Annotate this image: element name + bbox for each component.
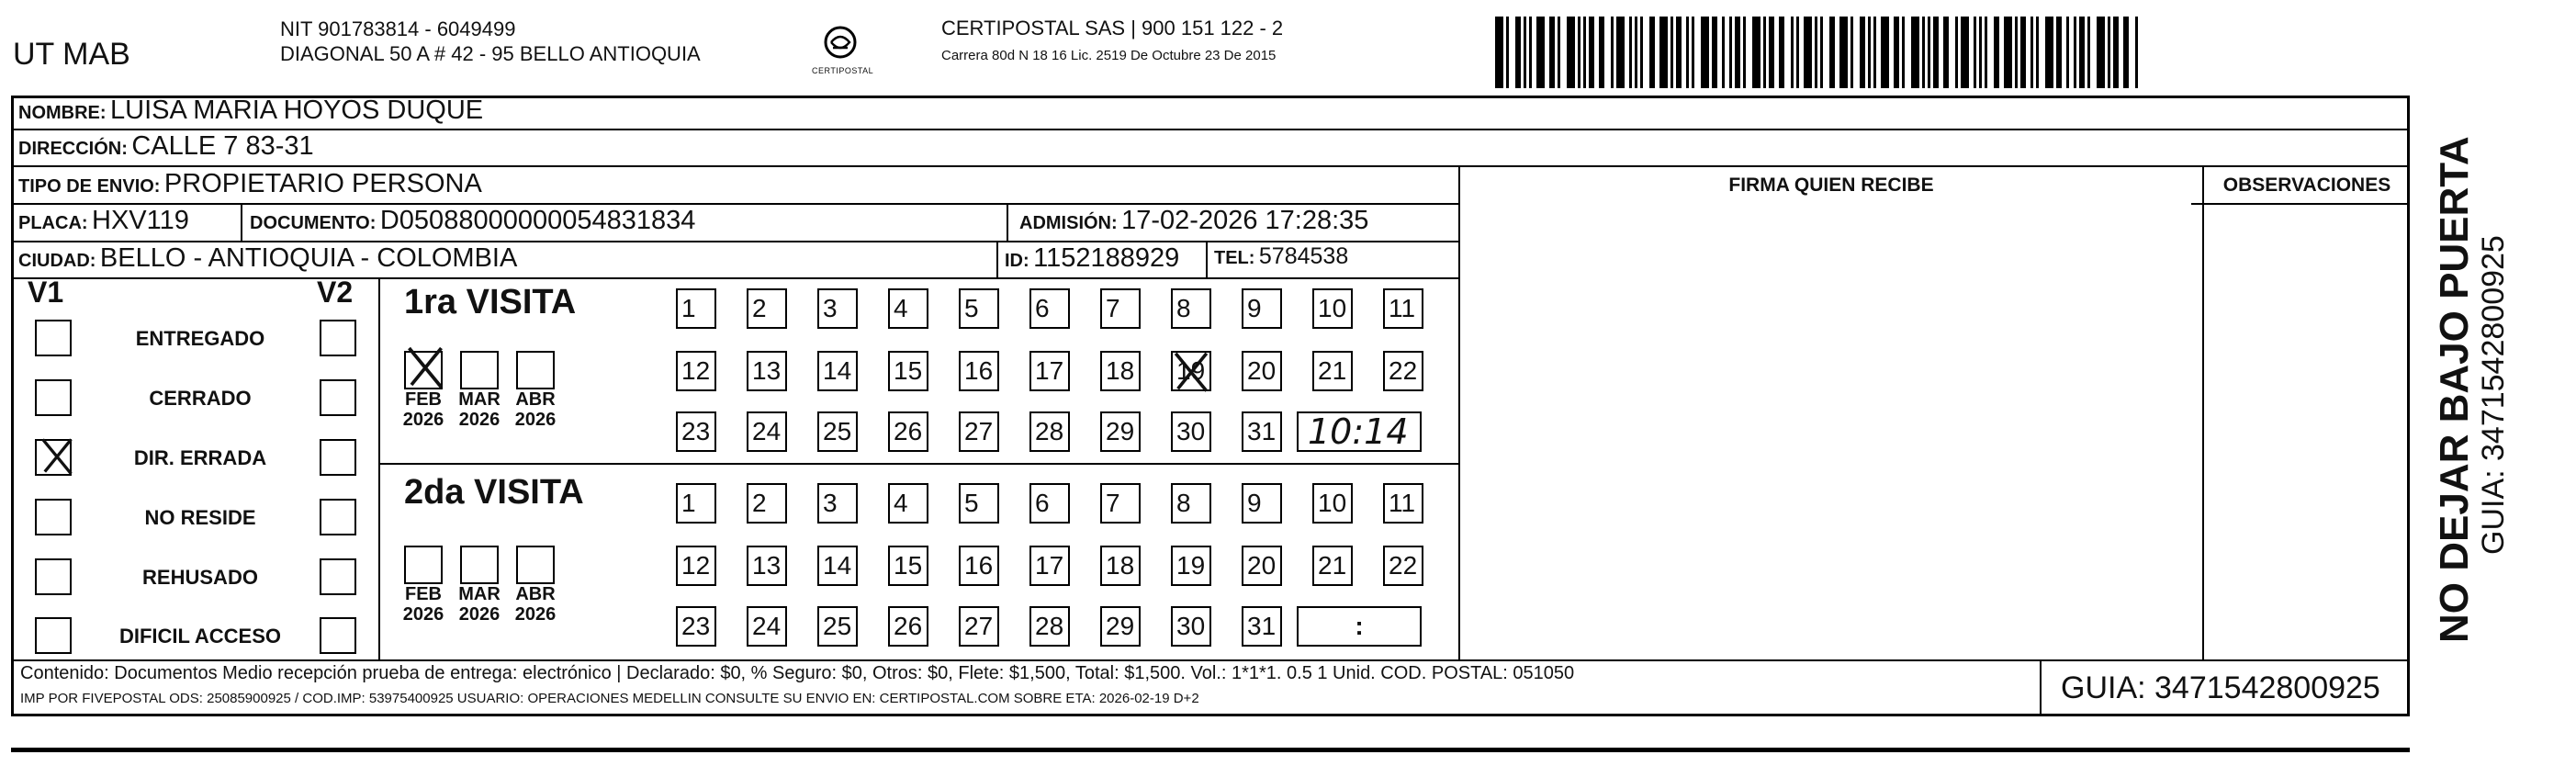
v2-checkbox[interactable] [320,617,356,654]
v1-checkbox[interactable] [35,499,72,535]
visit1-day-box[interactable]: 28 [1029,411,1070,452]
visit1-day-box[interactable]: 25 [817,411,858,452]
visit1-time-box[interactable] [1297,411,1422,452]
visit1-month-checkbox[interactable] [516,351,555,389]
visit2-time: : [1355,612,1364,640]
signature-area[interactable] [1462,204,2200,658]
status-label: ENTREGADO [135,327,265,350]
visit1-day-box[interactable]: 17 [1029,351,1070,391]
nombre-label: NOMBRE: [18,103,107,123]
visit2-day-box[interactable]: 5 [959,483,999,524]
visit2-day-box[interactable]: 19 [1171,546,1211,586]
direccion-label: DIRECCIÓN: [18,139,128,159]
visit2-day-box[interactable]: 21 [1312,546,1353,586]
v1-heading: V1 [28,276,64,309]
id-value: 1152188929 [1033,243,1180,273]
visit1-day-box[interactable]: 20 [1242,351,1282,391]
visit1-day-box[interactable]: 19 [1171,351,1211,391]
tipo-value: PROPIETARIO PERSONA [163,169,482,198]
visit1-day-box[interactable]: 9 [1242,288,1282,329]
side-guia: GUIA: 3471542800925 [2476,235,2511,555]
direccion-field [18,131,314,162]
visit2-month-label: FEB 2026 [402,584,444,625]
v2-checkbox[interactable] [320,499,356,535]
visit1-day-box[interactable]: 24 [747,411,787,452]
v2-checkbox[interactable] [320,439,356,476]
ciudad-label: CIUDAD: [18,251,96,271]
nombre-field [18,96,483,126]
visit2-month-label: ABR 2026 [514,584,557,625]
id-label: ID: [1005,251,1029,271]
placa-label: PLACA: [18,213,88,233]
side-warning: NO DEJAR BAJO PUERTA [2432,136,2477,643]
visit2-day-box[interactable]: 9 [1242,483,1282,524]
visit2-day-box[interactable]: 31 [1242,606,1282,647]
visit1-day-box[interactable]: 12 [676,351,716,391]
admision-value: 17-02-2026 17:28:35 [1121,206,1369,235]
footer-content: Contenido: Documentos Medio recepción prueba de entrega: electrónico | Declarado: $0, % Seguro: $0, Otros: $0, Flete: $1,500, Total: $1,500. Vol.: 1*1*1. 0.5 1 Unid. COD. POSTAL: 051050 [20,663,1575,683]
documento-label: DOCUMENTO: [250,213,377,233]
ciudad-field [18,243,517,274]
certipostal-name: CERTIPOSTAL SAS | 900 151 122 - 2 [941,17,1284,39]
documento-value: D05088000000054831834 [379,206,696,235]
v1-checkbox[interactable] [35,617,72,654]
visit1-day-box[interactable]: 13 [747,351,787,391]
documento-field [250,206,695,236]
visit1-day-box[interactable]: 21 [1312,351,1353,391]
tel-value: 5784538 [1258,243,1349,269]
visit1-day-box[interactable]: 8 [1171,288,1211,329]
ciudad-value: BELLO - ANTIOQUIA - COLOMBIA [99,243,518,273]
firma-caption: FIRMA QUIEN RECIBE [1728,175,1934,196]
company-info [280,17,701,66]
visit2-day-box[interactable]: 30 [1171,606,1211,647]
logo-caption: CERTIPOSTAL [812,66,874,75]
visit2-day-box[interactable]: 28 [1029,606,1070,647]
v2-checkbox[interactable] [320,320,356,356]
v1-checkbox[interactable] [35,320,72,356]
visit2-month-checkbox[interactable] [516,546,555,584]
visit1-month-checkbox[interactable] [404,351,443,389]
id-field [1005,243,1179,274]
visit1-day-box[interactable]: 31 [1242,411,1282,452]
visit2-day-box[interactable]: 8 [1171,483,1211,524]
visit1-day-box[interactable]: 26 [888,411,928,452]
visit2-day-box[interactable]: 4 [888,483,928,524]
status-label: DIR. ERRADA [133,446,267,469]
visit2-day-box[interactable]: 26 [888,606,928,647]
visit1-day-box[interactable]: 18 [1100,351,1141,391]
visit1-day-box[interactable]: 27 [959,411,999,452]
visit1-day-box[interactable]: 16 [959,351,999,391]
visit2-day-box[interactable]: 25 [817,606,858,647]
visit2-month-checkbox[interactable] [460,546,499,584]
visit2-month-checkbox[interactable] [404,546,443,584]
admision-label: ADMISIÓN: [1019,213,1118,233]
visit1-day-box[interactable]: 7 [1100,288,1141,329]
visit2-day-box[interactable]: 29 [1100,606,1141,647]
visit2-day-box[interactable]: 7 [1100,483,1141,524]
visit2-day-box[interactable]: 24 [747,606,787,647]
visit2-day-box[interactable]: 6 [1029,483,1070,524]
visit1-day-box[interactable]: 1 [676,288,716,329]
visit1-day-box[interactable]: 15 [888,351,928,391]
tipo-field [18,169,482,199]
visit2-day-box[interactable]: 12 [676,546,716,586]
observaciones-caption: OBSERVACIONES [2222,175,2391,196]
visit2-day-box[interactable]: 14 [817,546,858,586]
visit2-day-box[interactable]: 13 [747,546,787,586]
visit1-day-box[interactable]: 5 [959,288,999,329]
v1-checkbox[interactable] [35,558,72,595]
tel-field [1214,243,1348,270]
visit1-day-box[interactable]: 23 [676,411,716,452]
visit2-day-box[interactable]: 1 [676,483,716,524]
status-label: DIFICIL ACCESO [118,625,281,648]
direccion-value: CALLE 7 83-31 [131,131,314,161]
visit1-month-checkbox[interactable] [460,351,499,389]
v1-checkbox[interactable] [35,439,72,476]
visit1-month-label: MAR 2026 [458,389,501,430]
visit2-day-box[interactable]: 16 [959,546,999,586]
v1-checkbox[interactable] [35,379,72,416]
certipostal-address: Carrera 80d N 18 16 Lic. 2519 De Octubre 23 De 2015 [941,48,1277,63]
status-label: REHUSADO [142,566,258,589]
visit1-day-box[interactable]: 30 [1171,411,1211,452]
visit1-day-box[interactable]: 2 [747,288,787,329]
visit2-time-box[interactable] [1297,606,1422,647]
placa-field [18,206,189,236]
visit2-day-box[interactable]: 2 [747,483,787,524]
company-address: DIAGONAL 50 A # 42 - 95 BELLO ANTIOQUIA [280,42,701,65]
visit1-day-box[interactable]: 14 [817,351,858,391]
visit2-day-box[interactable]: 27 [959,606,999,647]
placa-value: HXV119 [92,206,189,235]
visit1-title: 1ra VISITA [404,283,577,321]
visit1-day-box[interactable]: 4 [888,288,928,329]
visit1-month-label: ABR 2026 [514,389,557,430]
footer-guia: GUIA: 3471542800925 [2061,670,2380,705]
v2-checkbox[interactable] [320,558,356,595]
tipo-label: TIPO DE ENVIO: [18,176,161,197]
barcode-icon [1495,17,2156,88]
status-label: CERRADO [149,387,252,410]
visit1-day-box[interactable]: 10 [1312,288,1353,329]
company-nit: NIT 901783814 - 6049499 [280,17,516,40]
visit2-day-box[interactable]: 17 [1029,546,1070,586]
visit2-month-label: MAR 2026 [458,584,501,625]
footer-print-info: IMP POR FIVEPOSTAL ODS: 25085900925 / COD.IMP: 53975400925 USUARIO: OPERACIONES MEDELLIN CONSULTE SU ENVIO EN: CERTIPOSTAL.COM SOBRE ETA: 2026-02-19 D+2 [20,691,1199,706]
visit1-time: 10:14 [1308,411,1409,452]
visit1-day-box[interactable]: 3 [817,288,858,329]
visit2-day-box[interactable]: 11 [1383,483,1423,524]
visit1-day-box[interactable]: 29 [1100,411,1141,452]
visit1-day-box[interactable]: 22 [1383,351,1423,391]
admision-field [1019,206,1368,236]
observations-area[interactable] [2204,204,2408,658]
nombre-value: LUISA MARIA HOYOS DUQUE [110,96,484,125]
visit1-month-label: FEB 2026 [402,389,444,430]
visit1-day-box[interactable]: 11 [1383,288,1423,329]
visit2-day-box[interactable]: 22 [1383,546,1423,586]
tel-label: TEL: [1214,248,1255,268]
visit2-day-box[interactable]: 23 [676,606,716,647]
v2-checkbox[interactable] [320,379,356,416]
v2-heading: V2 [317,276,354,309]
visit1-day-box[interactable]: 6 [1029,288,1070,329]
visit2-day-box[interactable]: 20 [1242,546,1282,586]
company-name: UT MAB [13,37,130,72]
visit2-day-box[interactable]: 3 [817,483,858,524]
status-label: NO RESIDE [144,506,256,529]
visit2-day-box[interactable]: 15 [888,546,928,586]
visit2-day-box[interactable]: 18 [1100,546,1141,586]
visit2-day-box[interactable]: 10 [1312,483,1353,524]
visit2-title: 2da VISITA [404,473,584,512]
